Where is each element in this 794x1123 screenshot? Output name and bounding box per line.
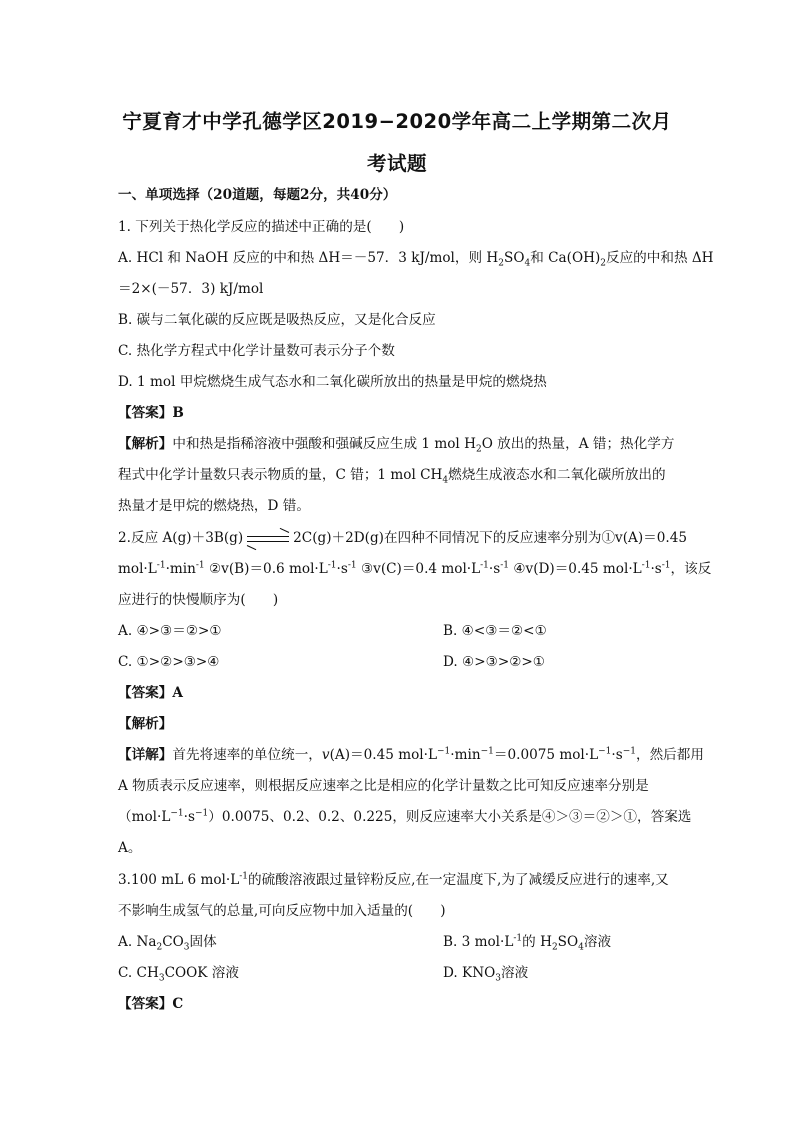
q1-explanation-line2: 程式中化学计量数只表示物质的量，C 错；1 mol $CH_4$燃烧生成液态水和二氧化碳所放出的	[118, 467, 666, 486]
q1-option-d: D. 1 mol 甲烷燃烧生成气态水和二氧化碳所放出的热量是甲烷的燃烧热	[118, 374, 547, 390]
document-title-line1: 宁夏育才中学孔德学区2019−2020学年高二上学期第二次月	[122, 110, 672, 133]
q3-option-a: A. $Na_2CO_3$固体	[118, 934, 217, 953]
q2-detail-line1: 【详解】首先将速率的单位统一，v(A)＝0.45 $mol\cdot L^{-1}\cdot\min^{-1}=0.0075$ $mol\cdot L^{-1}\cdot s^{-1}$，然后都用	[118, 746, 704, 763]
q1-option-b: B. 碳与二氧化碳的反应既是吸热反应，又是化合反应	[118, 312, 436, 328]
q2-detail-line3: $(mol\cdot L^{-1}\cdot s^{-1})0.0075$、0.2、0.2、0.225，则反应速率大小关系是④＞③＝②＞①，答案选	[118, 808, 692, 825]
q2-option-d: D. ④>③>②>①	[443, 654, 545, 670]
q3-option-c: C. $CH_3COOK$ 溶液	[118, 965, 239, 984]
q2-rates: $mol\cdot L^{-1}\cdot\min^{-1}$ ②v(B)＝0.6 $mol\cdot L^{-1}\cdot s^{-1}$ ③v(C)＝0.4 $mol\cdot L^{-1}\cdot s^{-1}$ ④v(D)＝0.45 $mol\cdot L^{-1}\cdot s^{-1}$，该反	[118, 560, 712, 577]
q3-stem-end: 不影响生成氢气的总量,可向反应物中加入适量的( )	[118, 903, 446, 919]
q2-option-c: C. ①>②>③>④	[118, 654, 220, 670]
equilibrium-arrow-icon	[245, 532, 291, 546]
q2-stem-end: 应进行的快慢顺序为( )	[118, 592, 279, 608]
q1-option-c: C. 热化学方程式中化学计量数可表示分子个数	[118, 343, 395, 359]
q1-answer: 【答案】B	[118, 405, 184, 421]
q1-explanation-line1: 【解析】中和热是指稀溶液中强酸和强碱反应生成 1 mol $H_2O$ 放出的热量，A 错；热化学方	[118, 436, 675, 455]
q2-stem: 2.反应 A(g)＋3B(g) 2C(g)＋2D(g)在四种不同情况下的反应速率分别为①v(A)＝0.45	[118, 529, 678, 547]
document-title-line2: 考试题	[366, 152, 427, 175]
q2-answer: 【答案】A	[118, 685, 183, 701]
section-heading: 一、单项选择（20道题，每题2分，共40分）	[118, 187, 397, 203]
q2-detail-line4: A。	[118, 840, 142, 856]
q3-stem: 3.100 mL 6 $mol\cdot L^{-1}$的硫酸溶液跟过量锌粉反应,在一定温度下,为了减缓反应进行的速率,又	[118, 871, 669, 888]
q2-detail-line2: A 物质表示反应速率，则根据反应速率之比是相应的化学计量数之比可知反应速率分别是	[118, 778, 649, 794]
q1-option-a-cont: ＝2×(－57．3) kJ/mol	[118, 281, 264, 297]
q2-option-b: B. ④<③＝②<①	[443, 623, 547, 639]
q1-option-a: A. HCl 和 NaOH 反应的中和热 ΔH＝－57．3 kJ/mol，则 $H_2SO_4$和 $Ca(OH)_2$反应的中和热 ΔH	[118, 250, 714, 269]
q2-explanation-label: 【解析】	[118, 716, 173, 732]
q1-explanation-line3: 热量才是甲烷的燃烧热，D 错。	[118, 498, 310, 514]
q3-option-d: D. $KNO_3$溶液	[443, 965, 529, 984]
q3-option-b: B. 3 $mol\cdot L^{-1}$的 $H_2SO_4$溶液	[443, 933, 612, 953]
q2-option-a: A. ④>③＝②>①	[118, 623, 222, 639]
q1-stem: 1. 下列关于热化学反应的描述中正确的是( )	[118, 219, 405, 235]
q3-answer: 【答案】C	[118, 996, 184, 1012]
